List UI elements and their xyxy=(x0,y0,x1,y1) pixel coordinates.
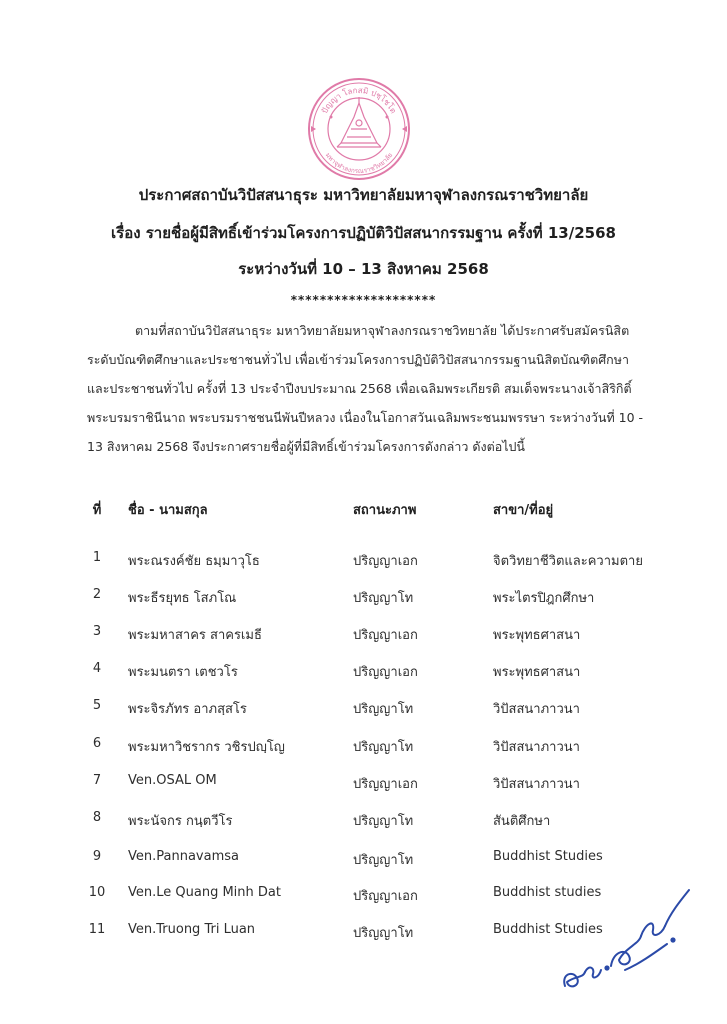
row-no: 7 xyxy=(92,773,102,788)
row-no: 5 xyxy=(92,698,102,713)
row-name: พระจิรภัทร อาภสฺสโร xyxy=(128,702,247,717)
row-no: 1 xyxy=(92,550,102,565)
row-name: Ven.Le Quang Minh Dat xyxy=(128,885,281,900)
row-branch: วิปัสสนาภาวนา xyxy=(493,740,580,755)
row-branch: พระไตรปิฎกศึกษา xyxy=(493,591,595,606)
row-name: พระมหาสาคร สาครเมธี xyxy=(128,628,262,643)
row-no: 8 xyxy=(92,810,102,825)
row-status: ปริญญาโท xyxy=(353,591,414,606)
row-status: ปริญญาโท xyxy=(353,926,414,941)
row-no: 9 xyxy=(92,849,102,864)
row-status: ปริญญาโท xyxy=(353,853,414,868)
row-branch: จิตวิทยาชีวิตและความตาย xyxy=(493,554,643,569)
svg-text:มหาจุฬาลงกรณราชวิทยาลัย: มหาจุฬาลงกรณราชวิทยาลัย xyxy=(323,151,395,176)
announcement-body xyxy=(87,316,647,461)
row-branch: สันติศึกษา xyxy=(493,814,551,829)
row-status: ปริญญาเอก xyxy=(353,889,418,904)
row-name: Ven.OSAL OM xyxy=(128,773,217,788)
row-status: ปริญญาเอก xyxy=(353,777,418,792)
table-header-branch: สาขา/ที่อยู่ xyxy=(493,503,554,518)
row-no: 2 xyxy=(92,587,102,602)
row-name: พระณรงค์ชัย ธมฺมาวุโธ xyxy=(128,554,260,569)
row-branch: Buddhist Studies xyxy=(493,922,603,937)
row-branch: Buddhist Studies xyxy=(493,849,603,864)
table-header-name: ชื่อ - นามสกุล xyxy=(128,503,208,518)
row-name: พระมนตรา เตชวโร xyxy=(128,665,238,680)
row-no: 11 xyxy=(88,922,106,937)
university-seal-logo xyxy=(307,77,411,181)
row-name: Ven.Truong Tri Luan xyxy=(128,922,256,937)
row-no: 4 xyxy=(92,661,102,676)
row-name: พระนัจกร กนฺตวีโร xyxy=(128,814,233,829)
svg-text:ปัญญา โลกสมิ ปชฺโชโต: ปัญญา โลกสมิ ปชฺโชโต xyxy=(319,85,399,116)
row-status: ปริญญาโท xyxy=(353,814,414,829)
row-branch: Buddhist studies xyxy=(493,885,602,900)
handwritten-signature xyxy=(555,878,695,998)
row-status: ปริญญาเอก xyxy=(353,628,418,643)
row-branch: วิปัสสนาภาวนา xyxy=(493,777,580,792)
row-name: พระมหาวิชรากร วชิรปญฺโญ xyxy=(128,740,285,755)
separator-line: ******************** xyxy=(290,293,437,307)
row-status: ปริญญาโท xyxy=(353,702,414,717)
row-status: ปริญญาเอก xyxy=(353,665,418,680)
row-branch: พระพุทธศาสนา xyxy=(493,665,581,680)
row-status: ปริญญาโท xyxy=(353,740,414,755)
row-status: ปริญญาเอก xyxy=(353,554,418,569)
announcement-subject: เรื่อง รายชื่อผู้มีสิทธิ์เข้าร่วมโครงการปฏิบัติวิปัสสนากรรมฐาน ครั้งที่ 13/2568 xyxy=(111,224,616,242)
row-name: Ven.Pannavamsa xyxy=(128,849,239,864)
body-paragraph: ตามที่สถาบันวิปัสสนาธุระ มหาวิทยาลัยมหาจุฬาลงกรณราชวิทยาลัย ได้ประกาศรับสมัครนิสิตระดับบัณฑิตศึกษาและประชาชนทั่วไป เพื่อเข้าร่วมโครงการปฏิบัติวิปัสสนากรรมฐานนิสิตบัณฑิตศึกษาและประชาชนทั่วไป ครั้งที่ 13 ประจำปีงบประมาณ 2568 เพื่อเฉลิมพระเกียรติ สมเด็จพระนางเจ้าสิริกิติ์ พระบรมราชินีนาถ พระบรมราชชนนีพันปีหลวง เนื่องในโอกาสวันเฉลิมพระชนมพรรษา ระหว่างวันที่ 10 - 13 สิงหาคม 2568 จึงประกาศรายชื่อผู้ที่มีสิทธิ์เข้าร่วมโครงการดังกล่าว ดังต่อไปนี้ xyxy=(87,323,644,454)
row-branch: วิปัสสนาภาวนา xyxy=(493,702,580,717)
row-branch: พระพุทธศาสนา xyxy=(493,628,581,643)
row-no: 6 xyxy=(92,736,102,751)
row-no: 3 xyxy=(92,624,102,639)
table-header-no: ที่ xyxy=(92,503,102,518)
row-name: พระธีรยุทธ โสภโณ xyxy=(128,591,237,606)
table-header-status: สถานะภาพ xyxy=(353,503,417,518)
announcement-title: ประกาศสถาบันวิปัสสนาธุระ มหาวิทยาลัยมหาจุฬาลงกรณราชวิทยาลัย xyxy=(138,186,589,204)
row-no: 10 xyxy=(88,885,106,900)
announcement-date-range: ระหว่างวันที่ 10 – 13 สิงหาคม 2568 xyxy=(238,260,489,278)
